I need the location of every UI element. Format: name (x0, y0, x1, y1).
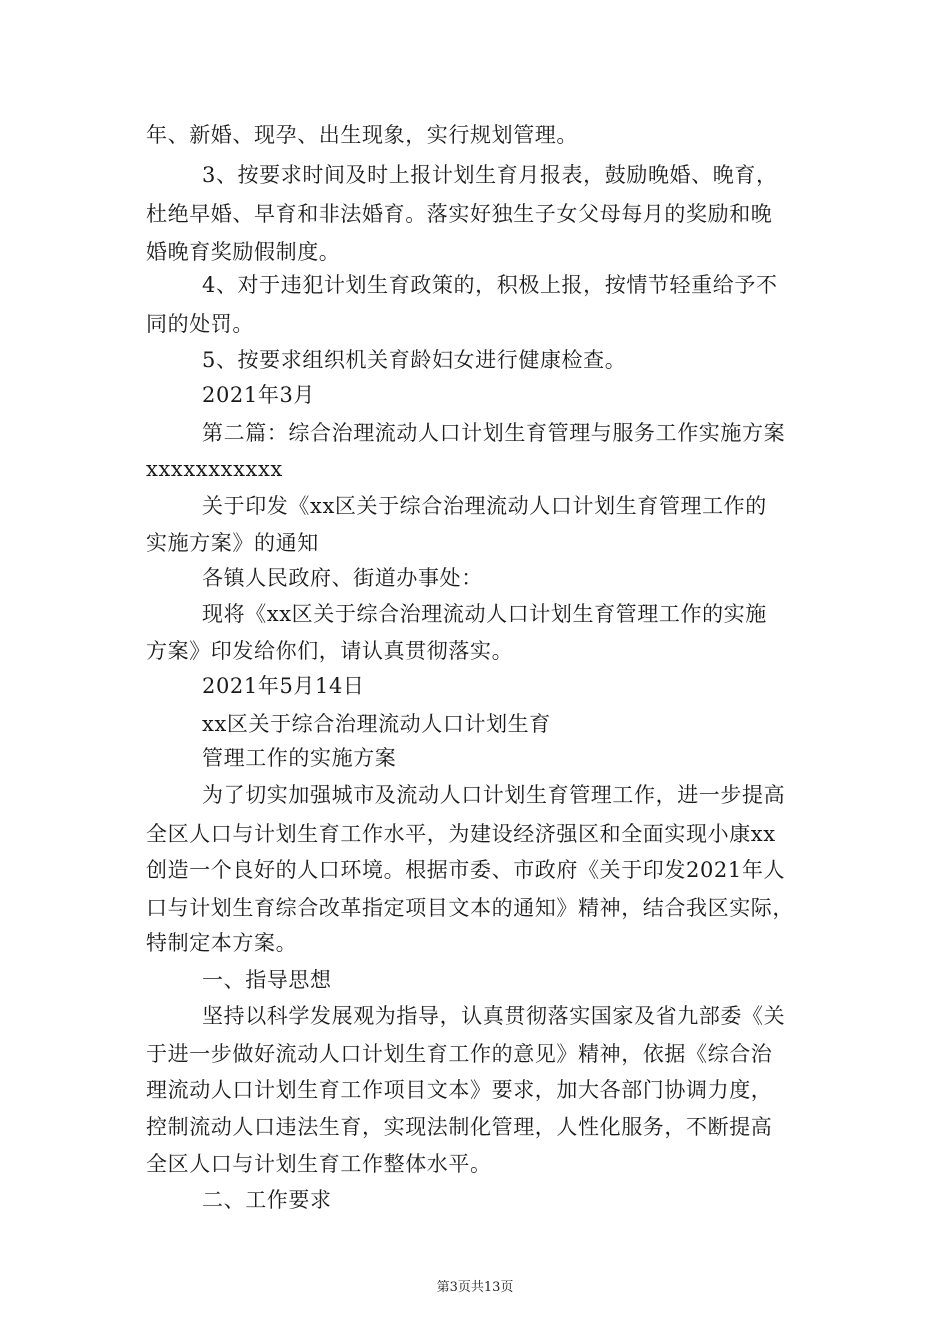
addressee: 各镇人民政府、街道办事处： (202, 566, 483, 590)
notice-title: 关于印发《xx区关于综合治理流动人口计划生育管理工作的 (202, 494, 767, 518)
text-line: 杜绝早婚、早育和非法婚育。落实好独生子女父母每月的奖励和晚 (146, 202, 773, 226)
text-line: 于进一步做好流动人口计划生育工作的意见》精神，依据《综合治 (146, 1042, 773, 1066)
text-line: 全区人口与计划生育工作水平，为建设经济强区和全面实现小康xx (146, 822, 776, 846)
text-line: xxxxxxxxxxx (146, 457, 283, 481)
text-line: 方案》印发给你们，请认真贯彻落实。 (146, 639, 514, 663)
text-line: 口与计划生育综合改革指定项目文本的通知》精神，结合我区实际， (146, 896, 794, 920)
notice-title: 实施方案》的通知 (146, 531, 319, 555)
text-line: 理流动人口计划生育工作项目文本》要求，加大各部门协调力度， (146, 1078, 773, 1102)
text-line: 婚晚育奖励假制度。 (146, 240, 341, 264)
section-heading: 二、工作要求 (202, 1188, 332, 1212)
text-line: 坚持以科学发展观为指导，认真贯彻落实国家及省九部委《关 (202, 1004, 786, 1028)
text-line: 3、按要求时间及时上报计划生育月报表，鼓励晚婚、晚育， (202, 163, 778, 187)
text-line: 创造一个良好的人口环境。根据市委、市政府《关于印发2021年人 (146, 858, 786, 882)
section-heading: 第二篇：综合治理流动人口计划生育管理与服务工作实施方案 (202, 421, 786, 445)
date-line: 2021年5月14日 (202, 674, 365, 698)
text-line: 为了切实加强城市及流动人口计划生育管理工作，进一步提高 (202, 783, 786, 807)
text-line: 5、按要求组织机关育龄妇女进行健康检查。 (202, 348, 627, 372)
date-line: 2021年3月 (202, 383, 316, 407)
text-line: 控制流动人口违法生育，实现法制化管理，人性化服务，不断提高 (146, 1115, 773, 1139)
text-line: 现将《xx区关于综合治理流动人口计划生育管理工作的实施 (202, 602, 767, 626)
text-line: 特制定本方案。 (146, 931, 298, 955)
plan-title: 管理工作的实施方案 (202, 746, 397, 770)
plan-title: xx区关于综合治理流动人口计划生育 (202, 712, 551, 736)
page-footer (0, 1276, 950, 1295)
section-heading: 一、指导思想 (202, 968, 332, 992)
text-line: 全区人口与计划生育工作整体水平。 (146, 1152, 492, 1176)
text-line: 4、对于违犯计划生育政策的，积极上报，按情节轻重给予不 (202, 273, 778, 297)
text-line: 年、新婚、现孕、出生现象，实行规划管理。 (146, 123, 578, 147)
page-number: 第3页共13页 (436, 1280, 514, 1295)
text-line: 同的处罚。 (146, 312, 254, 336)
